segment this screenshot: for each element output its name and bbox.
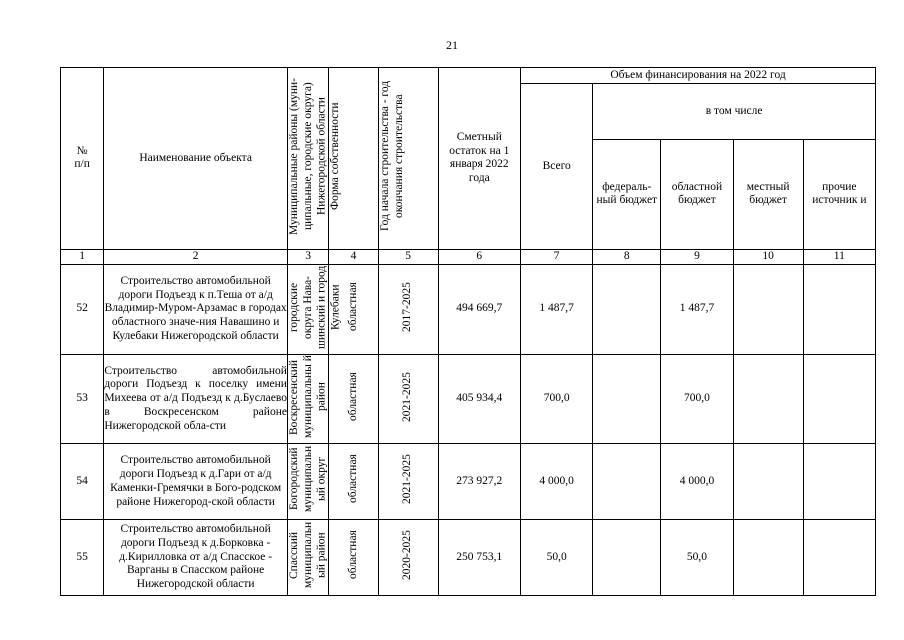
- header-years: Год начала строительства - год окончания строительства: [378, 68, 438, 250]
- ownership: областная: [329, 520, 379, 596]
- page-number: 21: [446, 38, 458, 52]
- header-federal: федераль-ный бюджет: [593, 139, 661, 249]
- column-number: 4: [329, 249, 379, 264]
- ownership: областная: [329, 444, 379, 520]
- local: [733, 264, 803, 354]
- federal: [593, 520, 661, 596]
- other: [803, 354, 875, 444]
- object-name: Строительство автомобильной дороги Подъезд к д.Борковка - д.Кирилловка от а/д Спасское - Варганы в Спасском районе Нижегородской области: [104, 520, 288, 596]
- regional: 1 487,7: [661, 264, 733, 354]
- table-row: [61, 444, 876, 520]
- years: 2021-2025: [378, 444, 438, 520]
- balance: 405 934,4: [438, 354, 521, 444]
- other: [803, 444, 875, 520]
- column-number: 7: [521, 249, 593, 264]
- header-funding-group: Объем финансирования на 2022 год: [521, 68, 876, 84]
- district: городские округа Нава-шинский и город Кулебаки: [287, 264, 328, 354]
- table-row: [61, 354, 876, 444]
- total: 4 000,0: [521, 444, 593, 520]
- regional: 700,0: [661, 354, 733, 444]
- header-ownership: Форма собственности: [329, 68, 379, 250]
- row-num: 52: [61, 264, 104, 354]
- years: 2020-2025: [378, 520, 438, 596]
- table-row: [61, 264, 876, 354]
- district: Спасский муниципальн ый район: [287, 520, 328, 596]
- ownership: областная: [329, 264, 379, 354]
- balance: 250 753,1: [438, 520, 521, 596]
- row-num: 53: [61, 354, 104, 444]
- regional: 4 000,0: [661, 444, 733, 520]
- header-balance: Сметный остаток на 1 января 2022 года: [438, 68, 521, 250]
- column-number: 9: [661, 249, 733, 264]
- federal: [593, 264, 661, 354]
- header-total: Всего: [521, 84, 593, 250]
- years: 2021-2025: [378, 354, 438, 444]
- header-including: в том числе: [593, 84, 876, 140]
- header-district: Муниципальные районы (муни-ципальные, городские округа) Нижегородской области: [287, 68, 328, 250]
- local: [733, 444, 803, 520]
- column-number: 10: [733, 249, 803, 264]
- district: Богородский муниципальн ый округ: [287, 444, 328, 520]
- header-local: местный бюджет: [733, 139, 803, 249]
- regional: 50,0: [661, 520, 733, 596]
- other: [803, 264, 875, 354]
- table-row: [61, 520, 876, 596]
- object-name: Строительство автомобильной дороги Подъезд к п.Теша от а/д Владимир-Муром-Арзамас в городах областного значе-ния Навашино и Кулебаки Нижегородской области: [104, 264, 288, 354]
- header-regional: областной бюджет: [661, 139, 733, 249]
- years: 2017-2025: [378, 264, 438, 354]
- header-other: прочие источник и: [803, 139, 875, 249]
- district: Воскресенский муниципальны й район: [287, 354, 328, 444]
- column-number: 11: [803, 249, 875, 264]
- ownership: областная: [329, 354, 379, 444]
- object-name: Строительство автомобильной дороги Подъезд к д.Гари от а/д Каменки-Гремячки в Бого-родском районе Нижегород-ской области: [104, 444, 288, 520]
- local: [733, 354, 803, 444]
- balance: 494 669,7: [438, 264, 521, 354]
- federal: [593, 354, 661, 444]
- column-number: 5: [378, 249, 438, 264]
- total: 700,0: [521, 354, 593, 444]
- federal: [593, 444, 661, 520]
- column-number: 8: [593, 249, 661, 264]
- object-name: Строительство автомобильной дороги Подъезд к поселку имени Михеева от а/д Подъезд к д.Буслаево в Воскресенском районе Нижегородской обла-сти: [104, 354, 288, 444]
- total: 1 487,7: [521, 264, 593, 354]
- row-num: 54: [61, 444, 104, 520]
- row-num: 55: [61, 520, 104, 596]
- column-numbers-row: [61, 249, 876, 264]
- column-number: 3: [287, 249, 328, 264]
- balance: 273 927,2: [438, 444, 521, 520]
- column-number: 6: [438, 249, 521, 264]
- header-num: № п/п: [61, 68, 104, 250]
- column-number: 1: [61, 249, 104, 264]
- total: 50,0: [521, 520, 593, 596]
- header-name: Наименование объекта: [104, 68, 288, 250]
- other: [803, 520, 875, 596]
- column-number: 2: [104, 249, 288, 264]
- financing-table: [60, 67, 876, 596]
- local: [733, 520, 803, 596]
